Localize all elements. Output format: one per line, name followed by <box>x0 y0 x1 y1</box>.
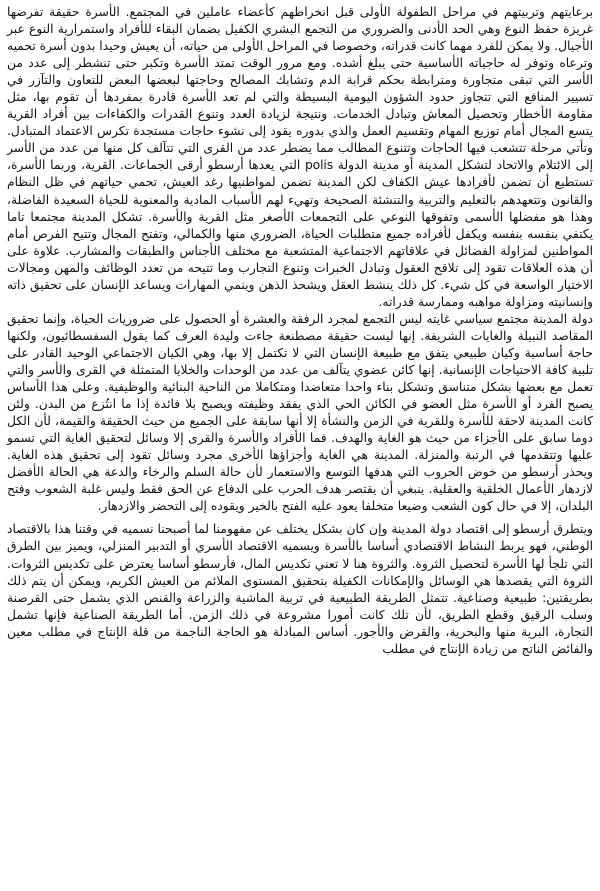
paragraph-family-village-city: برعايتهم وتربيتهم في مراحل الطفولة الأولى قبل انخراطهم كأعضاء عاملين في المجتمع. الأسرة حقيقة تفرضها غريزة حفظ النوع وهي الحد الأدنى والضروري من التجمع البشري الكفيل بضمان البقاء للأفراد واستمرارية النوع عبر الأجيال. ولا يمكن للفرد مهما كانت قدراته، وخصوصا في المراحل الأولى من حياته، أن يعيش وحيدا بدون أسرة تحميه وترعاه وتوفر له حاجياته الأساسية حتى يبلغ أشده. ومع مرور الوقت تمتد الأسرة وتكبر حتى تنشطر إلى عدد من الأسر التي تبقى متجاورة ومترابطة بحكم قرابة الدم وتشابك المصالح وحاجتها لبعضها البعض للتعاون والتآزر في تسيير المنافع التي تتجاوز حدود الشؤون اليومية البسيطة والتي لم تعد الأسرة قادرة بمفردها أن تقوم بها، مثل مقاومة الأخطار وتحصيل المعاش وتبادل الخدمات. ونتيجة لزيادة العدد وتنوع القدرات والكفاءات بين أفراد القرية يتسع المجال أمام توزيع المهام وتقسيم العمل والذي بدوره يقود إلى نشوء حاجات مستجدة تكرس الاعتماد المتبادل. وتأتي مرحلة تتشعب فيها الحاجات وتتنوع المطالب مما يضطر عدد من القرى التي تتآلف كل منها من عدد من الأسر إلى الائتلام والاتحاد لتشكل المدينة أو مدينة الدولة polis التي يعدها أرسطو أرقى الجماعات. القرية، وربما الأسرة، تستطيع أن تضمن لأفرادها عيش الكفاف لكن المدينة تضمن لمواطنيها رغد العيش، تحمي حياتهم في ظل النظام والقانون وتتعهدهم بالتعليم والتربية والتنشئة الصحيحة وتهيء لهم الأسباب المادية والمعنوية للحياة السعيدة الفاضلة، وهذا هو مفضلها الأسمى وتفوقها النوعي على التجمعات الأصغر مثل القرية والأسرة. تشكل المدينة مجتمعا تاما يكتفي بنفسه بنفسه ويكفل لأفراده جميع متطلبات الحياة، الضروري منها والكمالي، وتفتح المجال وتتيح الفرص أمام المواطنين لمزاولة الفضائل في علاقاتهم الاجتماعية المتشعبة مع مختلف الأجناس والطبقات والمشارب. علاوة على أن هذه العلاقات تقود إلى تلاقح العقول وتبادل الخبرات وتنوع التجارب وما تتيحه من تعدد الوظائف والمهن ومجالات الاختيار الواسعة في كل شيء. كل ذلك ينشط العقل ويشحذ الذهن وينمي المهارات ويساعد الإنسان على تحقيق ذاته وإنسانيته ومزاولة مواهبه وممارسة قدراته. <box>7 5 593 309</box>
paragraph-city-state-political: دولة المدينة مجتمع سياسي غايته ليس التجمع لمجرد الرفقة والعشرة أو الحصول على ضروريات الحياة، وإنما تحقيق المقاصد النبيلة والغايات الشريفة. إنها ليست حقيقة مصطنعة جاءت وليدة العرف كما يقول السفسطائيون، ولكنها حاجة أساسية وكيان طبيعي يتفق مع طبيعة الإنسان التي لا تكتمل إلا بها، وهي الكيان الاجتماعي الوحيد القادر على تلبية كافة الاحتياجات الإنسانية. إنها كائن عضوي يتآلف من عدد من الوحدات والخلايا المتمثلة في القرى والأسر والتي تعمل مع بعضها بشكل متناسق وتشكل بناء واحدا متعاضدا ومتكاملا من الناحية البنائية والوظيفية. وعلى هذا الأساس يصبح الفرد أو الأسرة مثل العضو في الكائن الحي الذي يفقد وظيفته ويصبح بلا فائدة إذا ما انتُزع من البدن. ولئن كانت المدينة لاحقة للأسرة وللقرية في الزمن والنشأة إلا أنها سابقة على الجميع من حيث الحقيقة والقيمة، لأن الكل دوما سابق على الأجزاء من حيث هو الغاية والهدف. فما الأفراد والأسرة والقرى إلا وسائل لتحقيق الغاية التي تسمو عليها وتتقدمها في الرتبة والمنزلة. المدينة هي الغاية وأجزاؤها الأخرى مجرد وسائل تقود إلى تحقيق هذه الغاية. ويحذر أرسطو من خوض الحروب التي هدفها التوسع والاستعمار لأن حالة السلم والرخاء والدعة هي الحالة الأفضل لازدهار الأعمال الخلقية والعقلية. ينبغي أن يقتصر هدف الحرب على الدفاع عن الحق فقط وليس غلبة الشعوب وفتح البلدان، إلا في حال كون الشعب وضيعا متخلفا يعود عليه الفتح بالخير ويقوده إلى التحضر والازدهار. <box>7 311 593 514</box>
paragraph-economy: ويتطرق أرسطو إلى اقتصاد دولة المدينة وإن كان بشكل يختلف عن مفهومنا لما أصبحنا نسميه في وقتنا هذا بالاقتصاد الوطني، فهو يربط النشاط الاقتصادي أساسا بالأسرة ويسميه الاقتصاد الأسري أو التدبير المنزلي، ويميز بين الطرق التي تلجأ لها الأسرة لتحصيل الثروة. والثروة هنا لا تعني تكديس المال، فأرسطو أساسا يعترض على تكديس الثروات. الثروة التي يقصدها هي الوسائل والإمكانات الكفيلة بتحقيق المستوى الملائم من العيش الكريم، ويمكن أن يتم ذلك بطريقتين: طبيعية وصناعية. تتمثل الطريقة الطبيعية في تربية الماشية والزراعة والقنص الذي يشمل حتى القرصنة وسلب الرقيق وقطع الطريق، لأن تلك كانت أمورا مشروعة في ذلك الزمن. أما الطريقة الصناعية فإنها تشمل التجارة، البرية منها والبحرية، والقرض والأجور. أساس المبادلة هو الحاجة الناجمة من قلة الإنتاج في مطلب معين والفائض الناتج من زيادة الإنتاج في مطلب <box>7 522 593 656</box>
